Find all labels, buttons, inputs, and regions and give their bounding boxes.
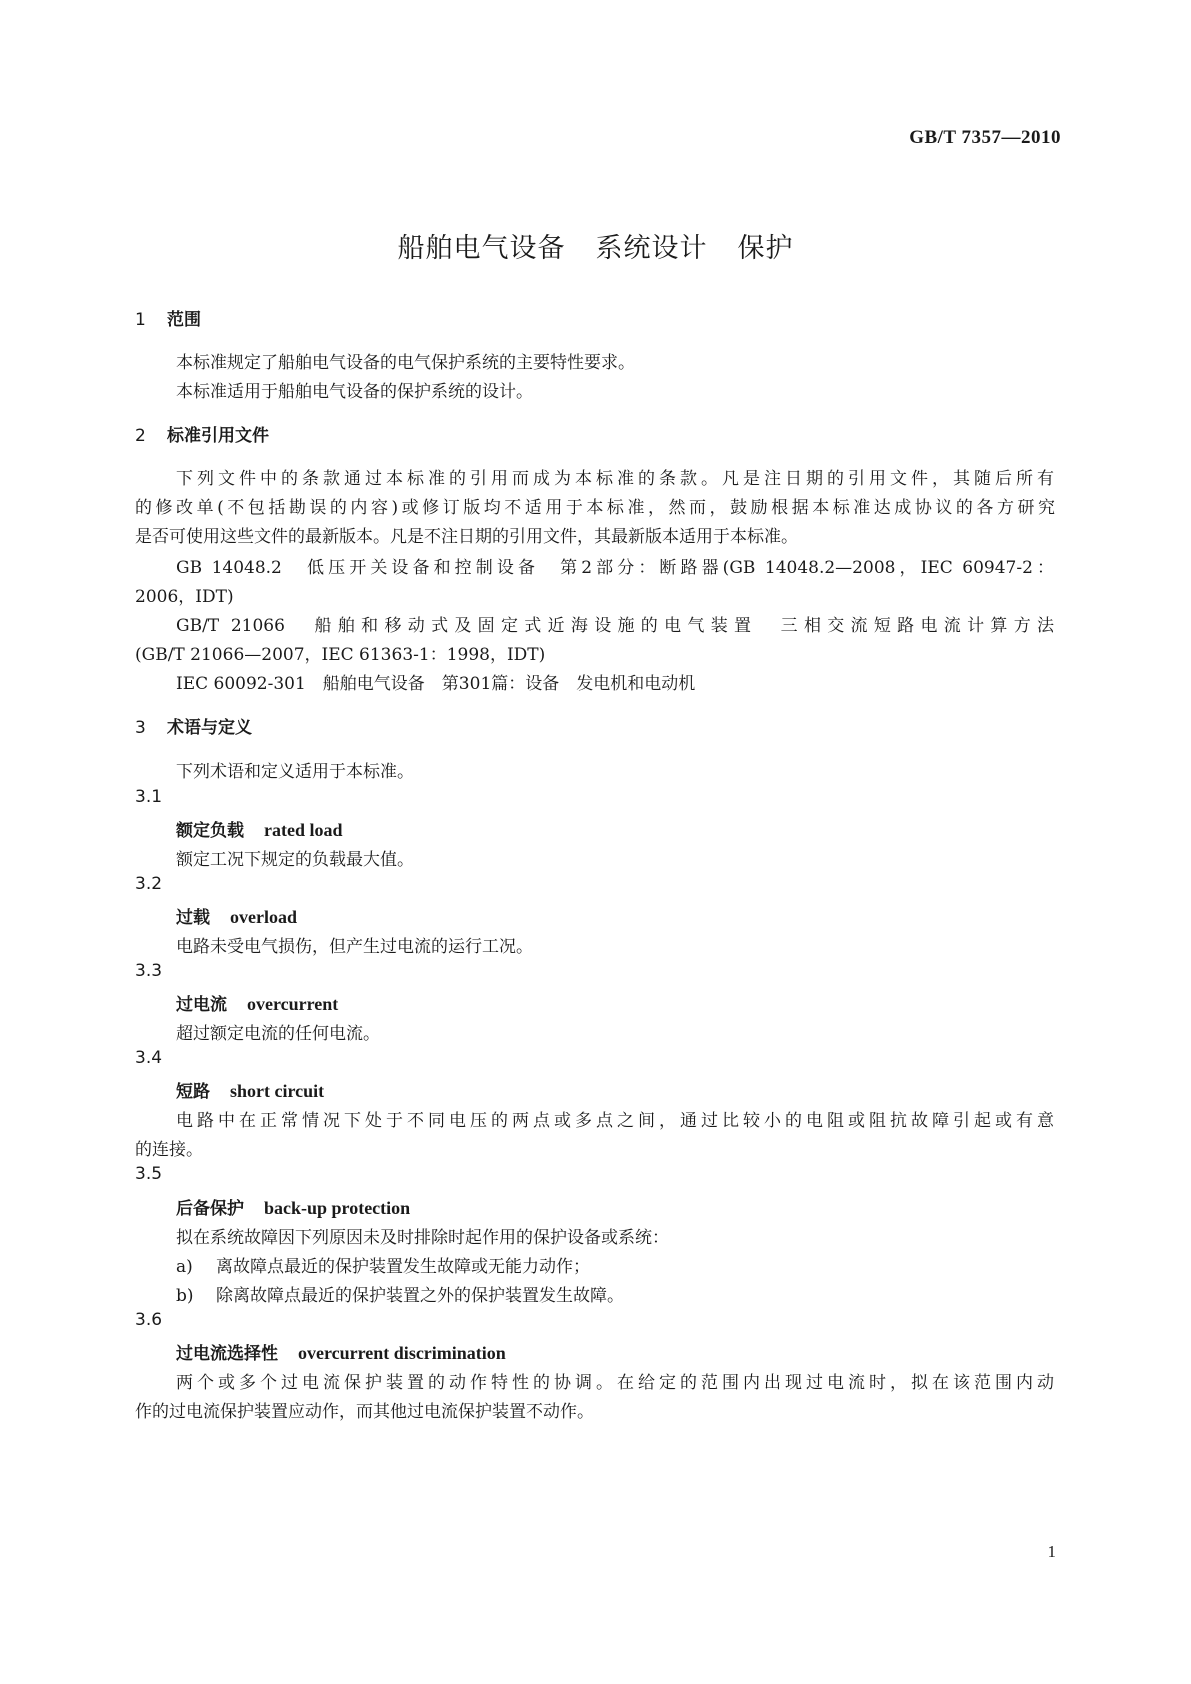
text-line: GB 14048.2 低压开关设备和控制设备 第2部分：断路器(GB 14048.2—2008，IEC 60947-2：: [176, 558, 1054, 578]
term-en: overload: [230, 907, 297, 927]
title-part-1: 船舶电气设备: [397, 233, 566, 264]
paragraph: 下列术语和定义适用于本标准。: [176, 762, 414, 782]
term-zh: 过电流: [176, 995, 227, 1015]
term-en: short circuit: [230, 1081, 325, 1101]
term-zh: 后备保护: [176, 1199, 244, 1219]
definition: 超过额定电流的任何电流。: [176, 1024, 380, 1044]
definition-cont: 的连接。: [135, 1140, 203, 1160]
definition-cont: 作的过电流保护装置应动作，而其他过电流保护装置不动作。: [135, 1402, 594, 1422]
reference-2-cont: (GB/T 21066—2007，IEC 61363-1：1998，IDT): [135, 645, 546, 665]
title-part-3: 保护: [737, 233, 794, 264]
section-2-heading: [135, 421, 269, 446]
clause-number: 3.6: [135, 1310, 163, 1330]
term-zh: 过载: [176, 908, 210, 928]
section-title: 术语与定义: [167, 718, 252, 738]
term: [176, 990, 338, 1015]
paragraph-line: 是否可使用这些文件的最新版本。凡是不注日期的引用文件，其最新版本适用于本标准。: [135, 527, 798, 547]
reference-1-cont: 2006，IDT): [135, 587, 234, 607]
definition: 电路未受电气损伤，但产生过电流的运行工况。: [176, 937, 533, 957]
document-number: GB/T 7357—2010: [909, 127, 1061, 148]
term: [176, 1077, 324, 1102]
list-text: 离故障点最近的保护装置发生故障或无能力动作；: [216, 1257, 590, 1277]
section-1-heading: [135, 305, 201, 330]
list-label: a): [176, 1257, 193, 1277]
section-3-heading: [135, 713, 252, 738]
list-text: 除离故障点最近的保护装置之外的保护装置发生故障。: [216, 1286, 624, 1306]
term-zh: 额定负载: [176, 821, 244, 841]
text-line: 两个或多个过电流保护装置的动作特性的协调。在给定的范围内出现过电流时，拟在该范围内动: [176, 1373, 1054, 1393]
reference-3: IEC 60092-301 船舶电气设备 第301篇：设备 发电机和电动机: [176, 674, 696, 694]
list-item: [176, 1281, 624, 1306]
term-en: overcurrent: [247, 994, 339, 1014]
text-line: GB/T 21066 船舶和移动式及固定式近海设施的电气装置 三相交流短路电流计算方法: [176, 616, 1054, 636]
text-line: 电路中在正常情况下处于不同电压的两点或多点之间，通过比较小的电阻或阻抗故障引起或有意: [176, 1111, 1054, 1131]
clause-number: 3.2: [135, 874, 163, 894]
section-title: 标准引用文件: [167, 426, 269, 446]
paragraph-line: [176, 464, 1054, 489]
definition: [176, 1368, 1054, 1393]
term-en: rated load: [264, 820, 343, 840]
definition: 拟在系统故障因下列原因未及时排除时起作用的保护设备或系统：: [176, 1228, 669, 1248]
section-number: 1: [135, 310, 146, 330]
term-zh: 短路: [176, 1082, 210, 1102]
title-part-2: 系统设计: [595, 233, 708, 264]
section-number: 3: [135, 718, 146, 738]
paragraph: 本标准适用于船舶电气设备的保护系统的设计。: [176, 382, 533, 402]
term: [176, 816, 343, 841]
reference-1: [176, 553, 1054, 578]
page-title: [0, 226, 1191, 265]
term: [176, 903, 297, 928]
clause-number: 3.1: [135, 787, 163, 807]
clause-number: 3.5: [135, 1164, 163, 1184]
definition: 额定工况下规定的负载最大值。: [176, 850, 414, 870]
section-title: 范围: [167, 310, 201, 330]
list-item: [176, 1252, 590, 1277]
term-zh: 过电流选择性: [176, 1344, 278, 1364]
section-number: 2: [135, 426, 146, 446]
clause-number: 3.4: [135, 1048, 163, 1068]
term-en: back-up protection: [264, 1198, 411, 1218]
list-label: b): [176, 1286, 194, 1306]
term: [176, 1194, 410, 1219]
term: [176, 1339, 506, 1364]
clause-number: 3.3: [135, 961, 163, 981]
page-number: 1: [1047, 1542, 1056, 1561]
text-line: 下列文件中的条款通过本标准的引用而成为本标准的条款。凡是注日期的引用文件，其随后所有: [176, 469, 1054, 489]
paragraph-line: 的修改单(不包括勘误的内容)或修订版均不适用于本标准，然而，鼓励根据本标准达成协议的各方研究: [135, 498, 1055, 518]
definition: [176, 1106, 1054, 1131]
reference-2: [176, 611, 1054, 636]
term-en: overcurrent discrimination: [298, 1343, 506, 1363]
paragraph: 本标准规定了船舶电气设备的电气保护系统的主要特性要求。: [176, 353, 635, 373]
